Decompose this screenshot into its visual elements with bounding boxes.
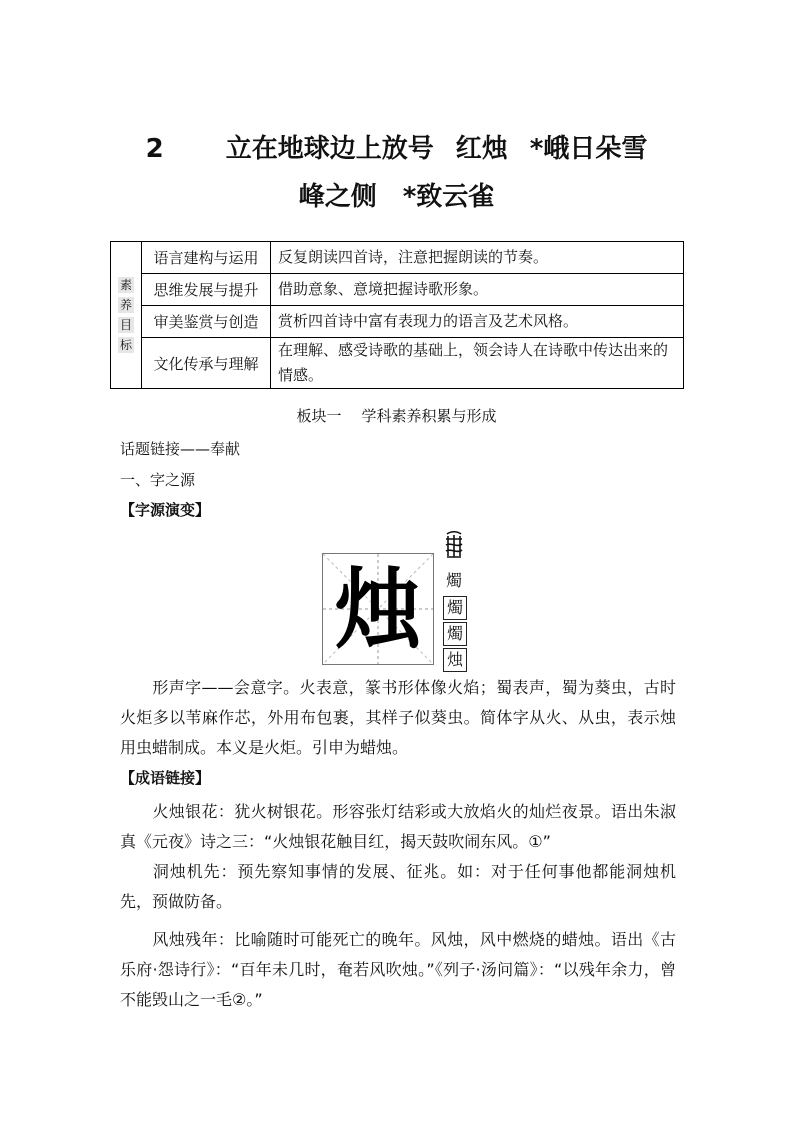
calligraphy-grid-box [322, 553, 434, 665]
calligraphy-character: 烛 [333, 557, 422, 661]
idiom-entry [120, 797, 676, 857]
evolution-stage: 燭 [443, 596, 467, 620]
side-label-char: 目 [119, 318, 132, 332]
side-label-char: 养 [119, 298, 132, 312]
zi-yuan-heading: 【字源演变】 [120, 501, 211, 519]
paragraph-text: 形声字——会意字。火表意，篆书形体像火焰；蜀表声，蜀为葵虫，古时火炬多以苇麻作芯，外用布包裹，其样子似葵虫。简体字从火、从虫，表示烛用虫蜡制成。本义是火炬。引申为蜡烛。 [120, 678, 676, 757]
poem-title: *峨日朵雪 [529, 134, 648, 164]
goal-category: 审美鉴赏与创造 [142, 306, 271, 338]
goal-description: 在理解、感受诗歌的基础上，领会诗人在诗歌中传达出来的情感。 [271, 338, 684, 389]
evolution-stage: 燭 [445, 571, 462, 590]
goal-description: 反复朗读四首诗，注意把握朗读的节奏。 [271, 242, 684, 274]
table-row [111, 242, 684, 274]
goal-description: 借助意象、意境把握诗歌形象。 [271, 274, 684, 306]
chapter-title-line1 [0, 128, 793, 165]
topic-link: 话题链接——奉献 [120, 440, 241, 458]
block-heading-part1: 板块一 [296, 407, 342, 425]
table-row [111, 338, 684, 389]
poem-title: *致云雀 [402, 182, 495, 212]
goal-category: 文化传承与理解 [142, 338, 271, 389]
block-heading-part2: 学科素养积累与形成 [361, 407, 497, 425]
goal-category: 思维发展与提升 [142, 274, 271, 306]
side-label-char: 标 [119, 338, 132, 352]
evolution-stage: 燭 [443, 622, 467, 646]
table-row [111, 274, 684, 306]
idiom-text: 火烛银花：犹火树银花。形容张灯结彩或大放焰火的灿烂夜景。语出朱淑真《元夜》诗之三：“火烛银花触目红，揭天鼓吹闹东风。①” [120, 802, 676, 851]
cheng-yu-heading: 【成语链接】 [120, 769, 211, 787]
chapter-title-line2 [0, 176, 793, 213]
poem-title: 立在地球边上放号 [225, 134, 434, 164]
idiom-text: 洞烛机先：预先察知事情的发展、征兆。如：对于任何事他都能洞烛机先，预做防备。 [120, 862, 676, 911]
side-label [111, 242, 142, 389]
poem-title: 峰之侧 [298, 182, 377, 212]
idiom-text: 风烛残年：比喻随时可能死亡的晚年。风烛，风中燃烧的蜡烛。语出《古乐府·怨诗行》：“百年未几时，奄若风吹烛。”《列子·汤问篇》：“以残年余力，曾不能毁山之一毛②。” [120, 930, 676, 1009]
block-heading [0, 405, 793, 426]
poem-title: 红烛 [455, 134, 508, 164]
evolution-stage: 烛 [443, 648, 467, 672]
idiom-entry [120, 857, 676, 917]
seal-script-glyph [442, 530, 466, 560]
section-heading: 一、字之源 [120, 471, 196, 489]
goal-category: 语言建构与运用 [142, 242, 271, 274]
side-label-char: 素 [119, 278, 132, 292]
chapter-number: 2 [145, 134, 164, 164]
literacy-goals-table [110, 241, 684, 389]
table-row [111, 306, 684, 338]
goal-description: 赏析四首诗中富有表现力的语言及艺术风格。 [271, 306, 684, 338]
zi-yuan-paragraph [120, 673, 676, 763]
idiom-entry [120, 925, 676, 1015]
